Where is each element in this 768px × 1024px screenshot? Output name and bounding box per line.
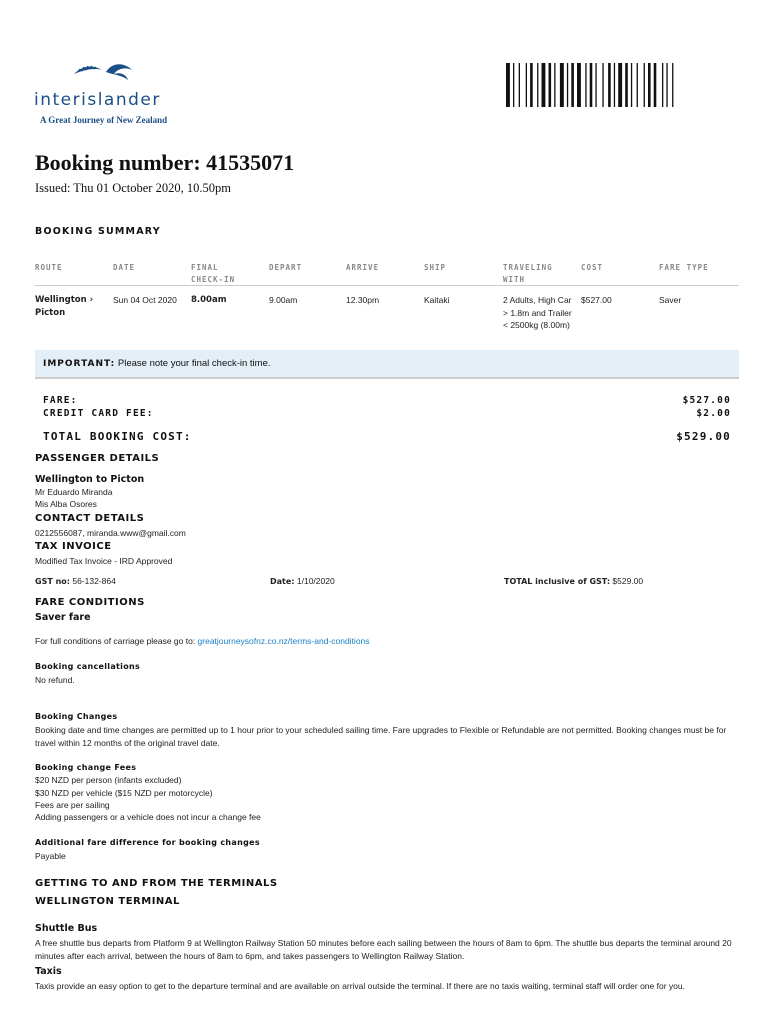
fee-item: $20 NZD per person (infants excluded) (35, 775, 182, 785)
booking-summary-table (35, 258, 739, 350)
tax-total (504, 576, 643, 586)
cell-cost: $527.00 (581, 295, 612, 305)
fee-item: Fees are per sailing (35, 800, 110, 810)
cell-ship: Kaitaki (424, 295, 450, 305)
tax-invoice-text: Modified Tax Invoice - IRD Approved (35, 556, 173, 566)
cell-depart: 9.00am (269, 295, 298, 305)
passenger-name: Mr Eduardo Miranda (35, 487, 113, 497)
cc-value: $2.00 (696, 408, 731, 419)
col-arrive: ARRIVE (346, 263, 380, 272)
important-label: IMPORTANT: (43, 359, 116, 369)
gst-number (35, 576, 116, 586)
col-fare-type: FARE TYPE (659, 263, 709, 272)
tax-invoice-heading: TAX INVOICE (35, 541, 112, 552)
fare-name: Saver fare (35, 612, 91, 623)
cell-checkin: 8.00am (191, 295, 227, 305)
conditions-intro-text: For full conditions of carriage please go to: (35, 636, 198, 646)
change-fees-heading: Booking change Fees (35, 763, 137, 772)
table-row (35, 286, 739, 350)
col-checkin: FINAL CHECK-IN (191, 263, 236, 284)
booking-summary-heading: BOOKING SUMMARY (35, 226, 161, 237)
cell-arrive: 12.30pm (346, 295, 380, 305)
cell-date: Sun 04 Oct 2020 (113, 295, 177, 305)
total-cost-row (43, 430, 731, 443)
fare-value: $527.00 (682, 395, 731, 406)
shuttle-bus-heading: Shuttle Bus (35, 923, 98, 934)
contact-details-heading: CONTACT DETAILS (35, 513, 145, 524)
wellington-terminal-heading: WELLINGTON TERMINAL (35, 896, 180, 907)
booking-changes-heading: Booking Changes (35, 712, 118, 721)
cancellations-text: No refund. (35, 675, 75, 685)
contact-text: 0212556087, miranda.www@gmail.com (35, 528, 186, 538)
passenger-details-heading: PASSENGER DETAILS (35, 453, 160, 464)
tax-date (270, 576, 335, 586)
important-notice (35, 350, 739, 379)
fare-difference-heading: Additional fare difference for booking changes (35, 838, 260, 847)
taxis-heading: Taxis (35, 966, 62, 977)
gst-total-label: TOTAL inclusive of GST: (504, 577, 611, 586)
date-value: 1/10/2020 (296, 576, 335, 586)
cell-traveling: 2 Adults, High Car > 1.8m and Trailer < 2500kg (8.00m) (503, 295, 572, 330)
booking-changes-text: Booking date and time changes are permitted up to 1 hour prior to your scheduled sailing time. Fare upgrades to Flexible or Refundable are not permitted. Booking changes must be for travel within 12 months of the original travel date. (35, 725, 727, 748)
conditions-intro (35, 635, 370, 648)
gst-total-value: $529.00 (612, 576, 644, 586)
gst-value: 56-132-864 (72, 576, 116, 586)
passenger-route: Wellington to Picton (35, 474, 145, 485)
credit-card-fee-row (43, 408, 731, 419)
cell-route: Wellington › Picton (35, 295, 94, 318)
col-date: DATE (113, 263, 136, 272)
col-cost: COST (581, 263, 604, 272)
issued-date: Issued: Thu 01 October 2020, 10.50pm (35, 181, 231, 195)
fare-conditions-heading: FARE CONDITIONS (35, 597, 145, 608)
fare-difference-text: Payable (35, 851, 66, 861)
passenger-name: Mis Alba Osores (35, 499, 97, 509)
fare-row (43, 395, 731, 406)
fern-wave-icon (72, 60, 142, 84)
interislander-logo (34, 60, 194, 130)
total-value: $529.00 (676, 430, 731, 443)
col-depart: DEPART (269, 263, 303, 272)
logo-wordmark: interislander (34, 90, 161, 110)
important-text: Please note your final check-in time. (117, 358, 271, 369)
fee-item: Adding passengers or a vehicle does not incur a change fee (35, 812, 261, 822)
logo-tagline: A Great Journey of New Zealand (40, 115, 168, 125)
col-route: ROUTE (35, 263, 63, 272)
page-title: Booking number: 41535071 (35, 150, 295, 175)
col-traveling: TRAVELING WITH (503, 263, 553, 284)
table-header (35, 258, 739, 286)
taxis-text: Taxis provide an easy option to get to the departure terminal and are available on arrival outside the terminal. If there are no taxis waiting, terminal staff will order one for you. (35, 981, 685, 991)
terms-link[interactable]: greatjourneysofnz.co.nz/terms-and-conditions (197, 636, 370, 646)
fare-label: FARE: (43, 395, 78, 406)
barcode (506, 63, 730, 107)
cc-label: CREDIT CARD FEE: (43, 408, 154, 419)
cancellations-heading: Booking cancellations (35, 662, 141, 671)
fee-item: $30 NZD per vehicle ($15 NZD per motorcycle) (35, 788, 213, 798)
col-ship: SHIP (424, 263, 447, 272)
terminals-heading: GETTING TO AND FROM THE TERMINALS (35, 878, 278, 889)
gst-label: GST no: (35, 577, 70, 586)
shuttle-bus-text: A free shuttle bus departs from Platform 9 at Wellington Railway Station 50 minutes before each sailing between the hours of 8am to 6pm. The shuttle bus departs the terminal around 20 minutes after each arrival, between the hours of 8am to 6pm, and takes passengers to Wellington Railway Station. (35, 938, 732, 961)
date-label: Date: (270, 577, 295, 586)
total-label: TOTAL BOOKING COST: (43, 430, 192, 443)
cell-fare-type: Saver (659, 295, 682, 305)
